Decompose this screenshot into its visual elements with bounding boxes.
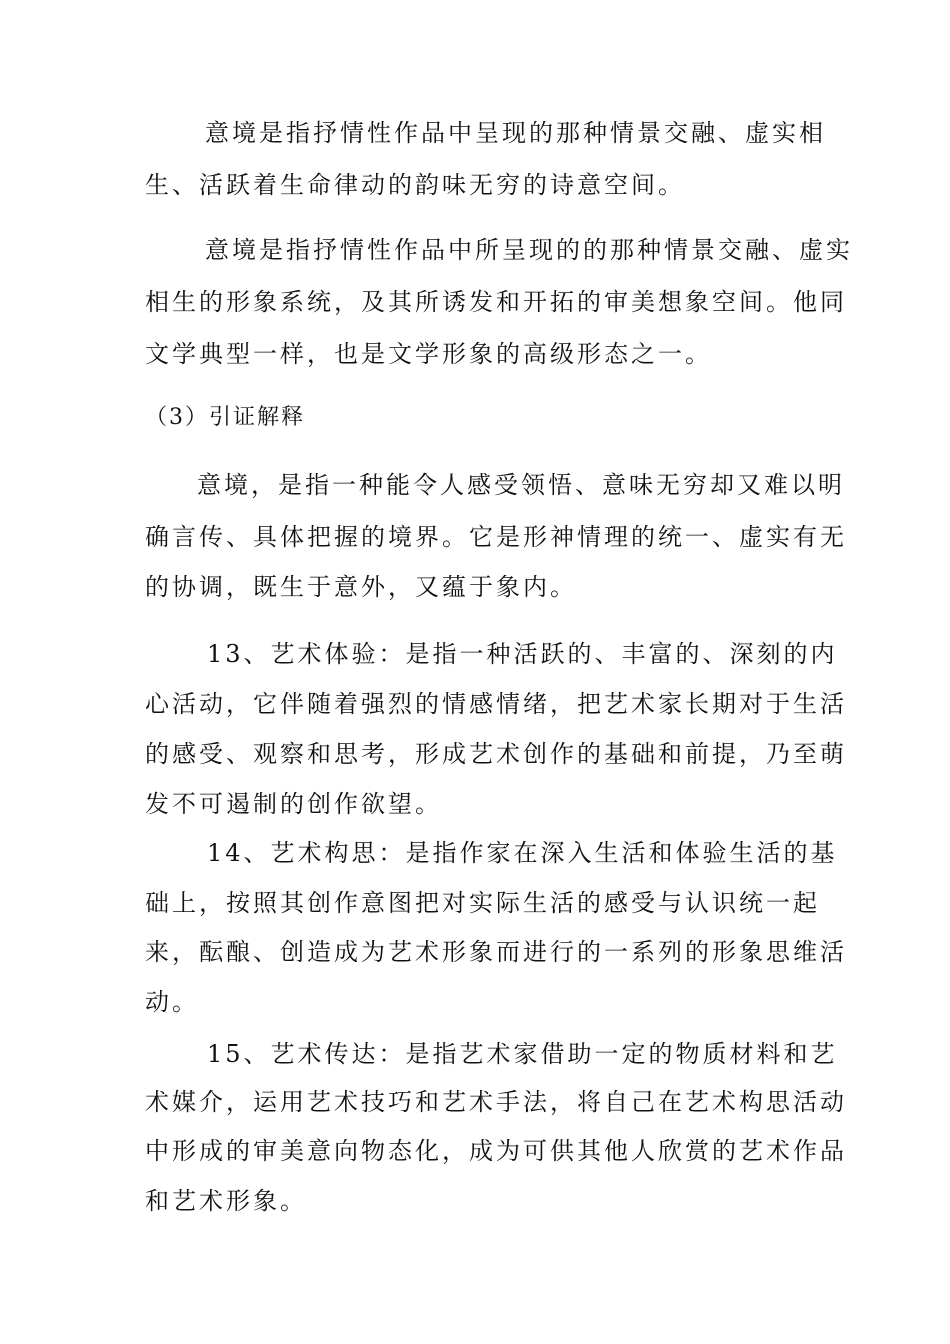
text-line: 中形成的审美意向物态化，成为可供其他人欣赏的艺术作品: [145, 1137, 847, 1165]
text-line: 术媒介，运用艺术技巧和艺术手法，将自己在艺术构思活动: [145, 1088, 847, 1116]
text-line: 意境是指抒情性作品中呈现的那种情景交融、虚实相: [205, 119, 826, 147]
text-line: 发不可遏制的创作欲望。: [145, 790, 442, 818]
text-line: 来，酝酿、创造成为艺术形象而进行的一系列的形象思维活: [145, 938, 847, 966]
text-line: 13、艺术体验：是指一种活跃的、丰富的、深刻的内: [207, 640, 838, 668]
text-line: 动。: [145, 988, 199, 1016]
text-line: 文学典型一样，也是文学形象的高级形态之一。: [145, 340, 712, 368]
text-line: 意境，是指一种能令人感受领悟、意味无穷却又难以明: [197, 471, 845, 499]
text-line: 确言传、具体把握的境界。它是形神情理的统一、虚实有无: [145, 523, 847, 551]
text-line: 相生的形象系统，及其所诱发和开拓的审美想象空间。他同: [145, 288, 847, 316]
text-line: 生、活跃着生命律动的韵味无穷的诗意空间。: [145, 171, 685, 199]
text-line: 的感受、观察和思考，形成艺术创作的基础和前提，乃至萌: [145, 740, 847, 768]
text-line: 础上，按照其创作意图把对实际生活的感受与认识统一起: [145, 889, 820, 917]
text-line: 和艺术形象。: [145, 1187, 307, 1215]
text-line: 心活动，它伴随着强烈的情感情绪，把艺术家长期对于生活: [145, 690, 847, 718]
text-line: 15、艺术传达：是指艺术家借助一定的物质材料和艺: [207, 1040, 838, 1068]
text-line: 的协调，既生于意外，又蕴于象内。: [145, 573, 577, 601]
text-line: 14、艺术构思：是指作家在深入生活和体验生活的基: [207, 839, 838, 867]
section-heading: （3）引证解释: [145, 405, 305, 430]
text-line: 意境是指抒情性作品中所呈现的的那种情景交融、虚实: [205, 236, 853, 264]
